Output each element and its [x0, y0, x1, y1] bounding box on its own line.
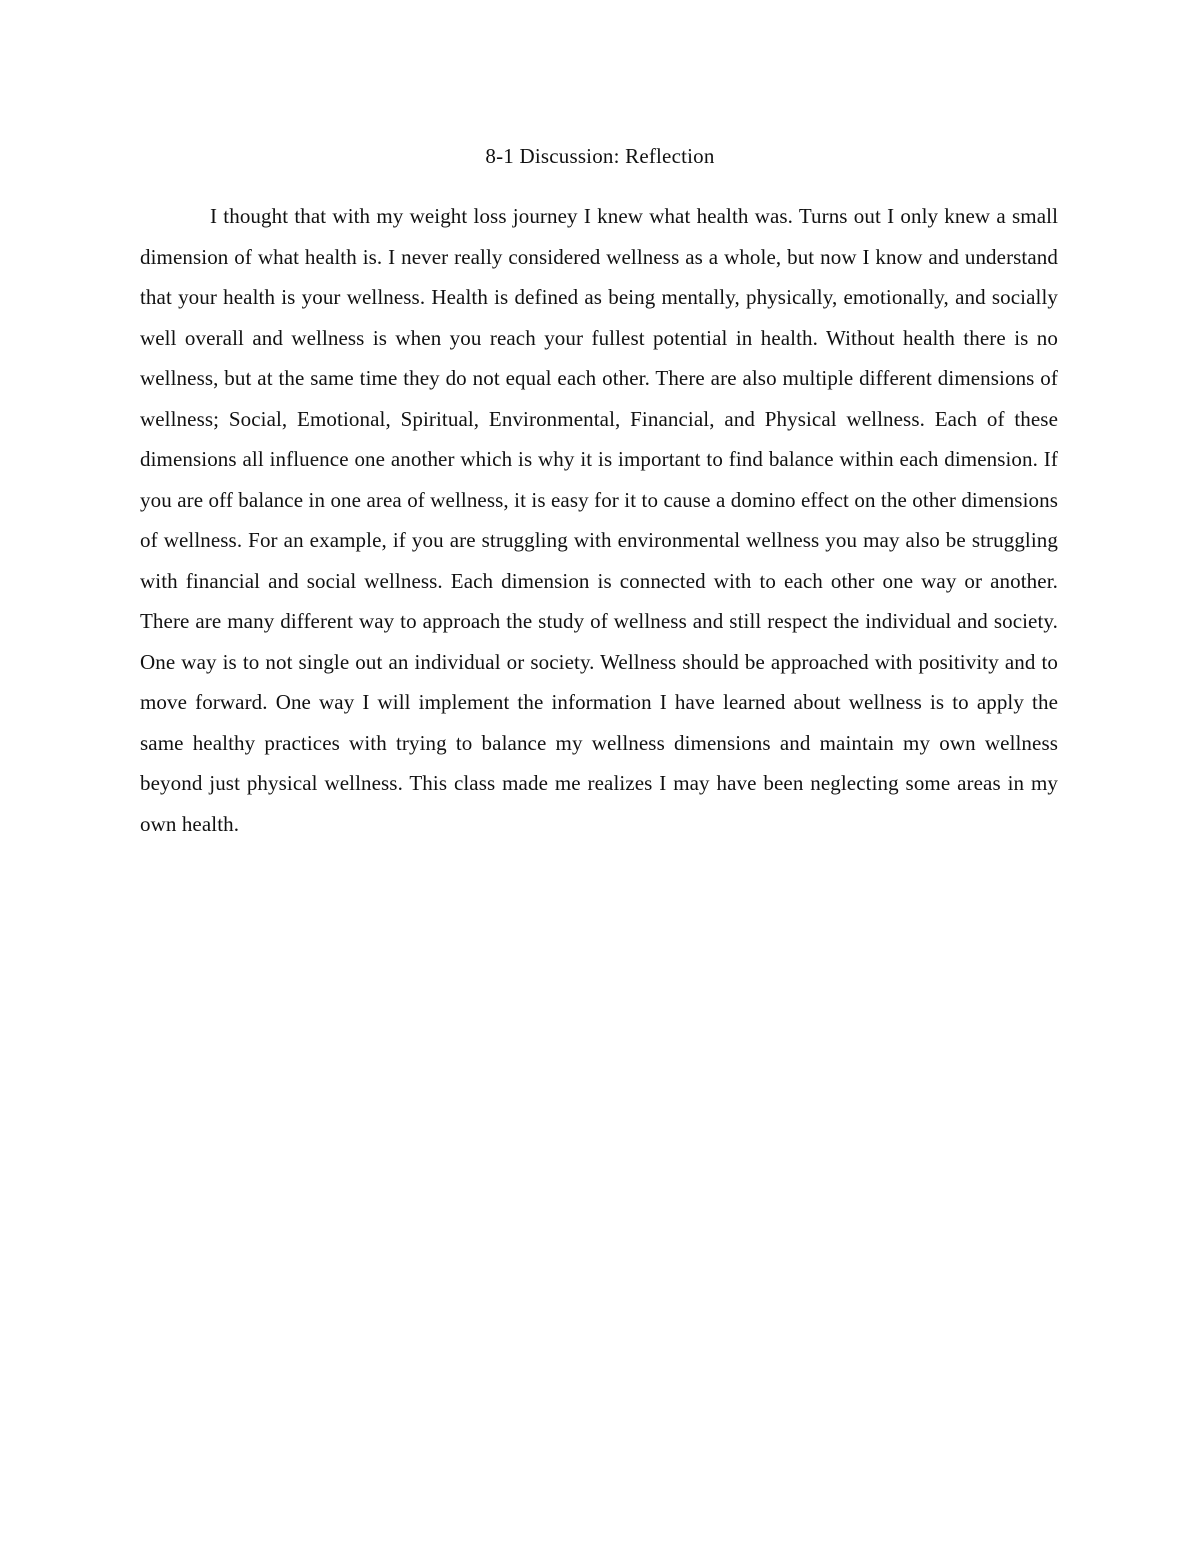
- document-title: 8-1 Discussion: Reflection: [485, 144, 715, 168]
- reflection-paragraph: I thought that with my weight loss journey I knew what health was. Turns out I only knew a small dimension of what health is. I never really considered wellness as a whole, but now I know and understand that your health is your wellness. Health is defined as being mentally, physically, emotionally, and socially well overall and wellness is when you reach your fullest potential in health. Without health there is no wellness, but at the same time they do not equal each other. There are also multiple different dimensions of wellness; Social, Emotional, Spiritual, Environmental, Financial, and Physical wellness. Each of these dimensions all influence one another which is why it is important to find balance within each dimension. If you are off balance in one area of wellness, it is easy for it to cause a domino effect on the other dimensions of wellness. For an example, if you are struggling with environmental wellness you may also be struggling with financial and social wellness. Each dimension is connected with to each other one way or another. There are many different way to approach the study of wellness and still respect the individual and society. One way is to not single out an individual or society. Wellness should be approached with positivity and to move forward. One way I will implement the information I have learned about wellness is to apply the same healthy practices with trying to balance my wellness dimensions and maintain my own wellness beyond just physical wellness. This class made me realizes I may have been neglecting some areas in my own health.: [140, 204, 1058, 836]
